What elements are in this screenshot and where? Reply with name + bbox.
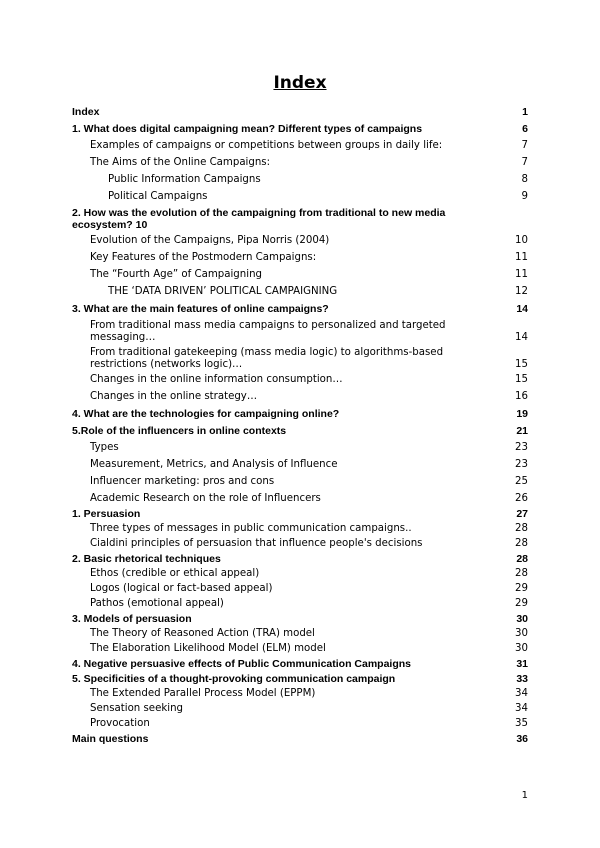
toc-entry-page: 14 [516, 303, 528, 315]
toc-entry-page: 33 [516, 673, 528, 685]
toc-entry-page: 30 [515, 628, 528, 639]
toc-entry-title: Ethos (credible or ethical appeal) [90, 568, 260, 579]
toc-entry-title: Main questions [72, 733, 149, 745]
toc-entry-page: 34 [515, 703, 528, 714]
toc-entry[interactable] [72, 643, 528, 655]
toc-entry-title: Changes in the online information consumption… [90, 374, 343, 385]
toc-entry[interactable] [72, 157, 528, 169]
toc-entry-page: 36 [516, 733, 528, 745]
toc-entry-title: Three types of messages in public communication campaigns.. [90, 523, 412, 534]
toc-entry-title: From traditional mass media campaigns to personalized and targeted messaging… [90, 320, 446, 343]
toc-entry[interactable] [72, 391, 528, 403]
toc-entry-page: 30 [515, 643, 528, 654]
toc-entry-title: The Extended Parallel Process Model (EPPM) [90, 688, 316, 699]
toc-entry[interactable] [72, 425, 528, 437]
toc-entry-page: 15 [515, 359, 528, 370]
toc-entry[interactable] [72, 628, 528, 640]
toc-entry-title: Types [90, 442, 119, 453]
toc-entry[interactable] [72, 508, 528, 520]
toc-entry-title: The Aims of the Online Campaigns: [90, 157, 271, 168]
page-number: 1 [521, 790, 528, 801]
toc-entry[interactable] [72, 191, 528, 203]
toc-entry-page: 19 [516, 408, 528, 420]
toc-entry-title: 1. Persuasion [72, 508, 141, 520]
toc-entry[interactable] [72, 140, 528, 152]
toc-entry-title: Influencer marketing: pros and cons [90, 476, 275, 487]
toc-entry-page: 23 [515, 442, 528, 453]
toc-entry-title: Cialdini principles of persuasion that influence people's decisions [90, 538, 423, 549]
toc-entry[interactable] [72, 207, 528, 231]
toc-entry-page: 28 [515, 523, 528, 534]
toc-entry-page: 30 [516, 613, 528, 625]
toc-entry[interactable] [72, 459, 528, 471]
toc-entry[interactable] [72, 568, 528, 580]
toc-entry-page: 14 [515, 332, 528, 343]
toc-entry[interactable] [72, 613, 528, 625]
toc-entry[interactable] [72, 733, 528, 745]
toc-entry[interactable] [72, 174, 528, 186]
toc-entry-page: 25 [515, 476, 528, 487]
toc-entry-title: The Theory of Reasoned Action (TRA) model [90, 628, 315, 639]
toc-entry-title: THE ‘DATA DRIVEN’ POLITICAL CAMPAIGNING [108, 286, 338, 297]
toc-entry-page: 31 [516, 658, 528, 670]
toc-entry-page: 21 [516, 425, 528, 437]
toc-entry-page: 34 [515, 688, 528, 699]
toc-entry-page: 16 [515, 391, 528, 402]
toc-entry-page: 28 [515, 538, 528, 549]
toc-entry-page: 7 [521, 140, 528, 151]
toc-entry[interactable] [72, 408, 528, 420]
toc-entry-title: Changes in the online strategy… [90, 391, 258, 402]
toc-entry[interactable] [72, 442, 528, 454]
toc-entry-page: 15 [515, 374, 528, 385]
toc-entry[interactable] [72, 235, 528, 247]
toc-entry-page: 10 [515, 235, 528, 246]
toc-entry-title: 4. What are the technologies for campaigning online? [72, 408, 340, 420]
toc-entry-title: 4. Negative persuasive effects of Public Communication Campaigns [72, 658, 412, 670]
toc-entry[interactable] [72, 106, 528, 118]
toc-entry-page: 29 [515, 583, 528, 594]
toc-entry-page: 8 [521, 174, 528, 185]
toc-entry[interactable] [72, 583, 528, 595]
toc-entry-page: 35 [515, 718, 528, 729]
toc-entry[interactable] [72, 598, 528, 610]
toc-entry-page: 12 [515, 286, 528, 297]
toc-entry-title: 5. Specificities of a thought-provoking communication campaign [72, 673, 396, 685]
toc-entry-page: 23 [515, 459, 528, 470]
toc-entry[interactable] [72, 123, 528, 135]
toc-entry-title: From traditional gatekeeping (mass media logic) to algorithms-based restrictions (networks logic)… [90, 347, 444, 370]
index-title: Index [273, 73, 327, 93]
toc-entry[interactable] [72, 303, 528, 315]
toc-entry-title: 2. Basic rhetorical techniques [72, 553, 221, 565]
toc-entry[interactable] [72, 718, 528, 730]
toc-entry-title: Political Campaigns [108, 191, 208, 202]
toc-entry-page: 28 [515, 568, 528, 579]
toc-entry-page: 1 [522, 106, 528, 118]
toc-entry[interactable] [72, 476, 528, 488]
toc-entry[interactable] [72, 269, 528, 281]
toc-entry-title: Pathos (emotional appeal) [90, 598, 224, 609]
toc-entry[interactable] [72, 673, 528, 685]
toc-entry-page: 28 [516, 553, 528, 565]
toc-entry[interactable] [72, 347, 528, 371]
toc-entry-title: The Elaboration Likelihood Model (ELM) model [90, 643, 326, 654]
toc-entry-title: Public Information Campaigns [108, 174, 261, 185]
toc-entry[interactable] [72, 703, 528, 715]
toc-entry-title: Index [72, 106, 100, 118]
toc-entry-title: The “Fourth Age” of Campaigning [90, 269, 262, 280]
toc-entry-title: 2. How was the evolution of the campaigning from traditional to new media ecosystem? 10 [72, 207, 446, 231]
toc-entry[interactable] [72, 252, 528, 264]
toc-entry-page: 7 [521, 157, 528, 168]
toc-entry-title: Sensation seeking [90, 703, 183, 714]
toc-entry-title: 5.Role of the influencers in online contexts [72, 425, 287, 437]
toc-entry-page: 26 [515, 493, 528, 504]
toc-entry-page: 11 [515, 252, 528, 263]
toc-entry-title: Provocation [90, 718, 150, 729]
toc-entry[interactable] [72, 523, 528, 535]
toc-entry-title: 1. What does digital campaigning mean? Different types of campaigns [72, 123, 423, 135]
toc-entry[interactable] [72, 658, 528, 670]
table-of-contents [72, 106, 528, 745]
toc-entry-page: 27 [516, 508, 528, 520]
toc-entry[interactable] [72, 374, 528, 386]
toc-entry[interactable] [72, 286, 528, 298]
toc-entry-title: Logos (logical or fact-based appeal) [90, 583, 273, 594]
toc-entry-title: Key Features of the Postmodern Campaigns: [90, 252, 317, 263]
toc-entry-title: 3. What are the main features of online campaigns? [72, 303, 329, 315]
toc-entry[interactable] [72, 320, 528, 344]
toc-entry-title: Academic Research on the role of Influencers [90, 493, 321, 504]
toc-entry-page: 9 [521, 191, 528, 202]
toc-entry-title: Evolution of the Campaigns, Pipa Norris (2004) [90, 235, 330, 246]
toc-entry-page: 29 [515, 598, 528, 609]
toc-entry[interactable] [72, 688, 528, 700]
toc-entry-title: Examples of campaigns or competitions between groups in daily life: [90, 140, 443, 151]
toc-entry[interactable] [72, 538, 528, 550]
toc-entry-page: 11 [515, 269, 528, 280]
toc-entry-title: 3. Models of persuasion [72, 613, 192, 625]
toc-entry-title: Measurement, Metrics, and Analysis of Influence [90, 459, 338, 470]
toc-entry[interactable] [72, 553, 528, 565]
toc-entry-page: 6 [522, 123, 528, 135]
toc-entry[interactable] [72, 493, 528, 505]
